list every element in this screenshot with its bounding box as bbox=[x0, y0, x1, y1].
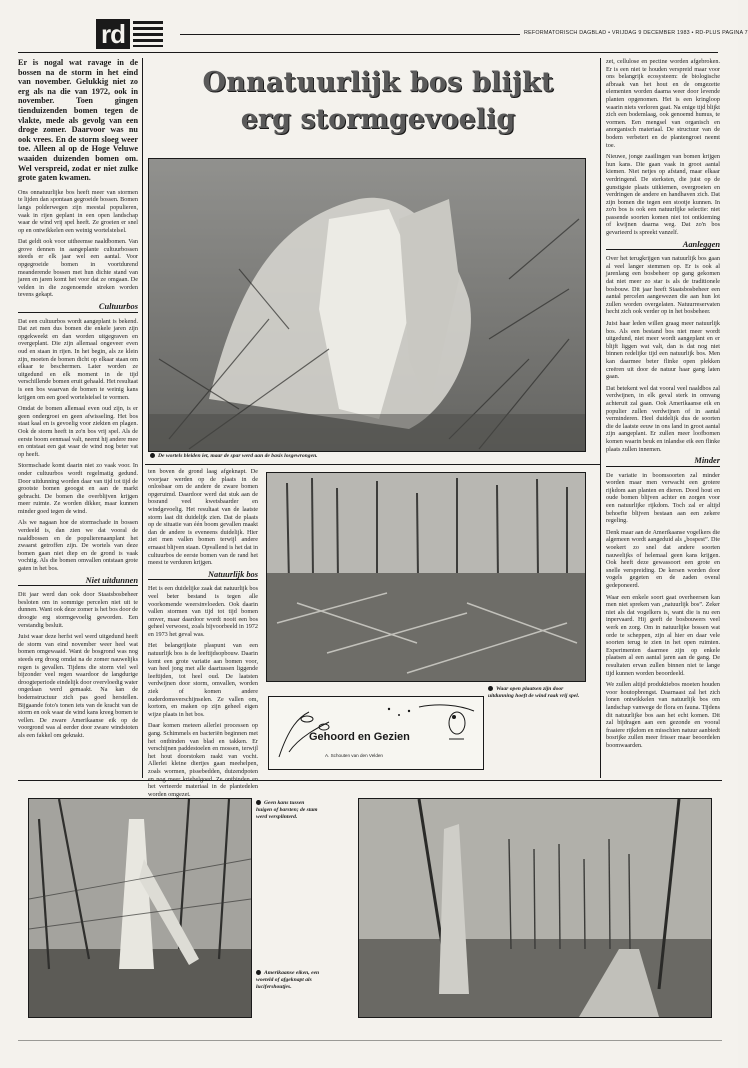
natuurlijk-para-1: Het is een duidelijke zaak dat natuurlijk bos veel beter bestand is tegen alle voorkomende weersinvloeden. Ook daarin vallen stormen van tijd tot tijd bomen omver, maar daardoor wordt nooit een bos geheel verwoest, zoals bijvoorbeeld in 1972 en 1973 het geval was. bbox=[148, 585, 258, 638]
cultuurbos-para-4: Als we nagaan hoe de stormschade in bossen verdeeld is, dan zien we dat vooral de naaldbossen en de populierenaanplant het zwaarst getroffen zijn. De wortels van deze bomen gaan niet diep en de grond is vaak vochtig. Als die bomen omvallen ontstaan grote gaten in het bos. bbox=[18, 519, 138, 573]
caption-bullet-icon bbox=[488, 686, 493, 691]
minder-para-2: Denk maar aan de Amerikaanse vogelkers die algemeen wordt aangeduid als „bospest”. Die woekert zo snel dat andere soorten nauwelijks of helemaal geen kans krijgen. Ook heeft deze gewassoort een grote en snelle verspreiding. De kersen worden door vogels gegeten en de zaden overal gedeponeerd. bbox=[606, 528, 720, 589]
natuurlijk-para-2: Het belangrijkste plaspunt van een natuurlijk bos is de leeftijdsopbouw. Daarin komt een grote variatie aan bomen voor, van heel jong met alle daartussen liggende leeftijden, tot heel oud. De laatsten verdwijnen door storm, omvallen, worden ziek of komen andere ouderdomsverschijnselen. Ze vallen om, kortom, en maken op zijn geheel eigen wijze plaats in het bos. bbox=[148, 642, 258, 718]
left-para-1: Ons onnatuurlijke bos heeft meer van stormen te lijden dan spontaan gegroeide bossen. Bomen langs polderwegen zijn meestal populieren, vaak in rijen geplant in een open landschap waar de wind vrij spel heeft. Ze groeien er snel op en ontwikkelen een weinig wortelstelsel. bbox=[18, 188, 138, 234]
left-para-2: Dat geldt ook voor uitheemse naaldbomen. Van grove dennen in aangeplante cultuurbossen steeds er elk jaar wel een aantal. Voor opgegroeide bomen in voortdurend meanderende bossen met hun dichte stand van jaren en jaren komt het voor dat ze omgaan. De velden in die zogenoemde streken worden tevens gekapt. bbox=[18, 238, 138, 299]
mid-para-1: ten boven de grond laag afgeknapt. De voorjaar werden op de plaats in de onlosbaar om de andere de zware bomen opgeruimd. Daardoor werd dat stuk aan de bosrand veel kwetsbaarder en windgevoelig. Het resultaat van de laatste storm laat dit duidelijk zien. Dat de plaats op de situatie van één boom gevallen maakt dan de andere is eveneens duidelijk. Hier ziet men vallen bomen terwijl andere ernaast blijven staan. Opvallend is het dat in cultuurbos de eerste bomen van de rand het meest te verduren krijgen. bbox=[148, 468, 258, 567]
middle-column bbox=[148, 468, 258, 798]
caption-mid bbox=[488, 686, 588, 700]
cultuurbos-para-1: Dat een cultuurbos wordt aangeplant is bekend. Dat zet men dus bomen die enkele jaren zijn opgekweekt en dan worden uitgegraven en overgeplant. Die zijn allemaal ongeveer even oud en staan in rijen. In het begin, als ze klein zijn, moeten de bomen dicht op elkaar staan om elkaar te beschermen. Later worden ze uitgedund en elk moment in de tijd verschillende bomen eruit gehaald. Het resultaat is een bos waarvan de bomen te weinig kans krijgen om een goed wortelstelsel te vormen. bbox=[18, 317, 138, 401]
subhead-natuurlijk-bos: Natuurlijk bos bbox=[148, 571, 258, 581]
logo-bars-icon bbox=[133, 21, 163, 47]
cultuurbos-para-2: Omdat de bomen allemaal even oud zijn, is er geen ondergroei en geen afwisseling. Het bos staat kaal en is gevoelig voor ziekten en plagen. Ook de storm heeft in zo'n bos vrij spel. Als de eerste boom eenmaal valt, neemt hij andere mee en ontstaat een gat waar de wind nog beter vat op heeft. bbox=[18, 405, 138, 458]
caption-bullet-icon bbox=[256, 970, 261, 975]
caption-bottom-1 bbox=[256, 800, 318, 821]
subhead-aanleggen: Aanleggen bbox=[606, 241, 720, 251]
badge-subtitle: A. Schouten van den Velden bbox=[325, 753, 383, 758]
page-bottom-rule bbox=[18, 1040, 722, 1041]
minder-para-4: We zullen altijd produktiebos moeten houden voor houtopbrengst. Daarnaast zal het zich lonen ontwikkelen van natuurlijk bos om landschap vanwege de flora en fauna. Tijdens dit natuurlijke bos aan het echt komen. Dit zal bijdragen aan een gezonde en vooral fraaiere rijkdom en misschien natuur aanbiedt bosrijke zullen meer frisser maar beoordelen boomwaarden. bbox=[606, 681, 720, 749]
rule-bottom-section bbox=[18, 780, 722, 781]
photo-splintered-trunk bbox=[28, 798, 252, 1018]
photo-forest-path bbox=[358, 798, 712, 1018]
aanleggen-para-2: Juist haar leden willen graag meer natuurlijk bos. Als een bestand bos niet meer wordt uitgedund, niet meer wordt aangeplant en er blijft liggen wat valt, dan is dat nog niet binnen redelijke tijd een natuurlijk bos. Men kan daarmee beter flinke open plekken creëren uit door de natuur haar gang laten gaan. bbox=[606, 320, 720, 381]
natuurlijk-para-3: Daar komen meteen allerlei processen op gang. Schimmels en bacteriën beginnen met het ontbinden van blad en takken. Er verschijnen paddestoelen en mossen, terwijl het hout doorstoken raakt van vocht. Allerlei kleine diertjes gaan meehelpen, zoals wormen, pissebedden, duizendpoten en nog meer kriebelgoed. Ze ontbinden en het verteerde materiaal in de plantedelen worden omgezet. bbox=[148, 722, 258, 798]
column-rule-right bbox=[600, 58, 601, 778]
caption-top-text: De wortels bleiden iet, maar de spar werd aan de basis losgewrongen. bbox=[158, 453, 318, 459]
article-lead: Er is nogal wat ravage in de bossen na de storm in het eind van november. Gelukkig niet zo erg als na die van 1972, ook in november. Toen gingen tienduizenden bomen tegen de vlakte, mede als gevolg van een droge zomer. Daarvoor was nu ook vrees. En de storm sloeg weer toe. Alleen al op de Hoge Veluwe waaiden duizenden bomen om. Wel verspreid, zodat er niet zulke grote gaten kwamen. bbox=[18, 58, 138, 183]
cultuurbos-para-3: Stormschade komt daarin niet zo vaak voor. In onder cultuurbos wordt regelmatig gedund. Door uitdunning worden daar van tijd tot tijd de grootste bomen geoogst en aan de markt gebracht. De bomen die overblijven krijgen meer ruimte. Ze worden dikker, maar kunnen minder goed tegen de wind. bbox=[18, 462, 138, 515]
minder-para-1: De variatie in boomsoorten zal minder worden maar men verwacht een grotere rijkdom aan planten en dieren. Dood hout en oude bomen blijven achter en zorgen voor een natuurlijke rijkdom. Toch zal er altijd behoefte blijven bestaan aan een zekere regeling. bbox=[606, 471, 720, 525]
caption-mid-text: Waar open plaatsen zijn door uitdunning hoeft de wind raak vrij spel. bbox=[488, 686, 580, 699]
caption-top bbox=[150, 453, 580, 460]
title-line-2: erg stormgevoelig bbox=[240, 104, 516, 135]
aanleggen-para-3: Dat betekent wel dat vooral veel naaldbos zal verdwijnen, in elk geval sterk in omvang achteruit zal gaan. Ook Amerikaanse eik en populier zullen verdwijnen of in aantal verminderen. Heel duidelijk dus de soorten die de laatste eeuw in ons land in groot aantal zijn aangeplant. Er zullen meer loofbomen komen waarin beuk en inlandse eik een flinke plaats zullen innemen. bbox=[606, 384, 720, 453]
right-para-1: zet, cellulose en pectine worden afgebroken. Er is een niet te houden verspreid maar voor ons belangrijk ecosysteem: de biologische afbraak van het hout en de omgezette elementen worden daarna weer door levende planten opgenomen. Het is een kringloop waarin niets verloren gaat. Na enige tijd blijkt zich een bodemlaag, ook genoemd humus, te vormen. Een mengsel van organisch en anorganisch materiaal. De structuur van de bodem verbetert en de plantengroei neemt toe. bbox=[606, 58, 720, 149]
caption-bullet-icon bbox=[150, 453, 155, 458]
badge-gehoord-en-gezien bbox=[268, 696, 484, 770]
right-para-2: Nieuwe, jonge zaailingen van bomen krijgen hun kans. Die gaan vaak in groot aantal kiemen. Niet netjes op afstand, maar elkaar verdringend. De sterksten, die juist op de gunstigste plaats uitkiemen, overgroeien en verdringen de andere en handhaven zich. Dat zijn bomen die tegen een stootje kunnen. In zo'n bos is ook een natuurlijke selectie: niet passende soorten komen niet tot ontkieming of kwijnen daarna weg. Dat zo'n bos gevarieerd is spreekt vanzelf. bbox=[606, 153, 720, 237]
niet-para-2: Juist waar deze herfst wel werd uitgedund heeft de storm van eind november weer heel wat bomen omgewaaid. Want de bosgrond was nog steeds erg droog omdat na de zomer nauwelijks regen is gevallen. Tijdens die storm viel wel bijzonder veel regen waardoor de langdurige droogteperiode eindelijk door overvloedig water ongedaan werd gemaakt. Na kan de bodemstructuur zich pas goed herstellen. Bijgaande foto's tonen iets van de kracht van de storm en ook waar de wind kans kreeg bomen te vellen. De zware Amerikaanse eik op de voorgrond was al eerder door zware windstoten als een fakkel om geknakt. bbox=[18, 633, 138, 739]
caption-bullet-icon bbox=[256, 800, 261, 805]
caption-bottom-2-text: Amerikaanse eiken, een woeteld of afgeknapt als lucifershoutjes. bbox=[256, 970, 320, 990]
column-rule-left bbox=[142, 58, 143, 778]
caption-bottom-1-text: Geen kans tussen huigen of barsten; de stam werd versplinterd. bbox=[256, 800, 318, 820]
top-rule bbox=[18, 52, 718, 53]
left-column bbox=[18, 58, 138, 748]
title-line-1: Onnatuurlijk bos blijkt bbox=[202, 67, 554, 98]
article-title bbox=[168, 64, 588, 138]
header-rule bbox=[180, 34, 554, 35]
minder-para-3: Waar een enkele soort gaat overheersen kan men niet spreken van „natuurlijk bos”. Zeker niet als dat vogelkers is, want die is nu een inpervaard. Hij geeft de bosbouwers veel werk en zorg. Om in natuurlijke bossen wat orde te scheppen, zijn al hier en daar vele soorten terug te zien in het open ruimten. Experimenten daarmee zijn op enkele plaatsen al een aantal jaren aan de gang. De resultaten ervan zullen binnen niet te lange tijd kunnen worden beoordeeld. bbox=[606, 593, 720, 677]
subhead-niet-uitdunnen: Niet uitdunnen bbox=[18, 577, 138, 587]
niet-para-1: Dit jaar werd dan ook door Staatsbosbeheer besloten om in sommige percelen niet uit te dunnen. Want ook deze zomer is het bos door de droogte erg stormgevoelig geworden. Een verstandig besluit. bbox=[18, 591, 139, 629]
aanleggen-para-1: Over het terugkrijgen van natuurlijk bos gaan al veel langer stemmen op. Er is ook al jarenlang een bosbeheer op gang gekomen dat niet meer zo star is als de traditionele bosbouw. Dit jaar heeft Staatsbosbeheer een aantal percelen aangewezen die aan hun lot zullen worden overgelaten. Natuurreservaten hecht zich ook verder op in het bosbeheer. bbox=[606, 255, 720, 316]
logo-text: rd bbox=[96, 19, 130, 49]
photo-forest-clearing bbox=[266, 472, 586, 682]
photo-broken-spruce bbox=[148, 158, 586, 452]
badge-title: Gehoord en Gezien bbox=[309, 731, 410, 743]
subhead-cultuurbos: Cultuurbos bbox=[18, 303, 138, 313]
caption-bottom-2 bbox=[256, 970, 322, 991]
subhead-minder: Minder bbox=[606, 457, 720, 467]
rule-under-photo bbox=[145, 464, 600, 465]
masthead: REFORMATORISCH DAGBLAD • VRIJDAG 9 DECEMBER 1983 • RD-PLUS PAGINA 7 bbox=[520, 30, 732, 36]
rd-logo bbox=[96, 16, 176, 52]
right-column bbox=[606, 58, 720, 774]
